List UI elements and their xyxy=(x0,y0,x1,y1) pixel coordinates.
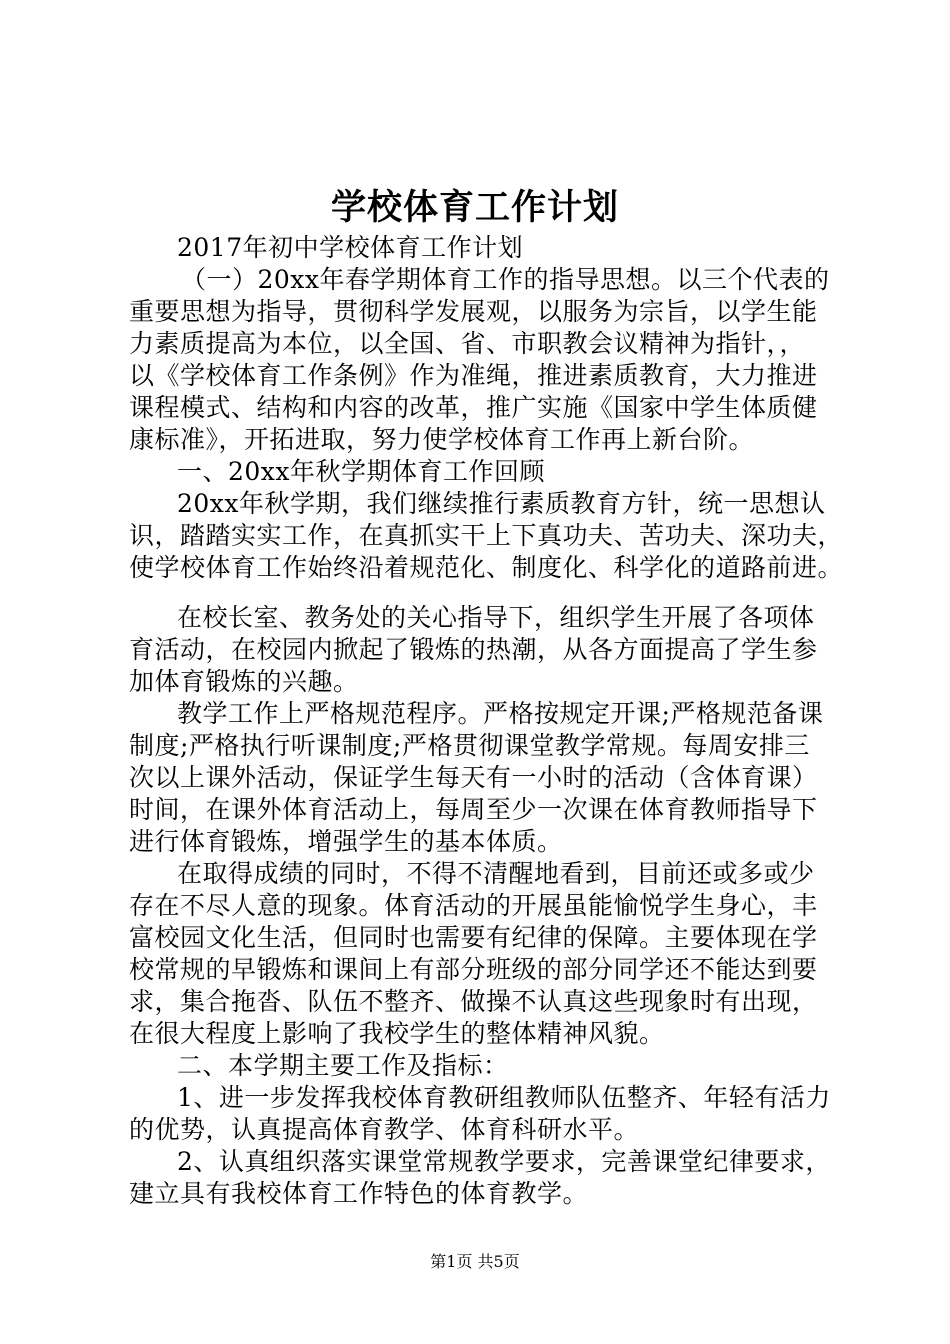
paragraph-line: 教学工作上严格规范程序。严格按规定开课;严格规范备课 xyxy=(177,699,824,728)
paragraph-line: 求，集合拖沓、队伍不整齐、做操不认真这些现象时有出现， xyxy=(129,987,818,1016)
paragraph-line: 康标准》，开拓进取，努力使学校体育工作再上新台阶。 xyxy=(129,425,755,454)
paragraph-line: 进行体育锻炼，增强学生的基本体质。 xyxy=(129,827,563,856)
paragraph-line: 育活动，在校园内掀起了锻炼的热潮，从各方面提高了学生参 xyxy=(129,635,818,664)
paragraph-line: 20xx年秋学期，我们继续推行素质教育方针，统一思想认 xyxy=(177,489,826,518)
paragraph-line: 课程模式、结构和内容的改革，推广实施《国家中学生体质健 xyxy=(129,393,818,422)
page-footer: 第1页 共5页 xyxy=(430,1252,520,1271)
list-item-line: 建立具有我校体育工作特色的体育教学。 xyxy=(129,1179,589,1208)
paragraph-line: 在很大程度上影响了我校学生的整体精神风貌。 xyxy=(129,1019,665,1048)
document-body xyxy=(129,232,844,1210)
paragraph-line: 识，踏踏实实工作，在真抓实干上下真功夫、苦功夫、深功夫， xyxy=(129,521,844,550)
paragraph-line: 校常规的早锻炼和课间上有部分班级的部分同学还不能达到要 xyxy=(129,955,818,984)
list-item-line: 1、进一步发挥我校体育教研组教师队伍整齐、年轻有活力 xyxy=(177,1083,831,1112)
document-title: 学校体育工作计划 xyxy=(330,187,619,228)
paragraph-line: 以《学校体育工作条例》作为准绳，推进素质教育，大力推进 xyxy=(129,361,818,390)
paragraph-line: 在校长室、教务处的关心指导下，组织学生开展了各项体 xyxy=(177,603,815,632)
section-heading: 二、本学期主要工作及指标： xyxy=(177,1051,509,1080)
list-item-line: 的优势，认真提高体育教学、体育科研水平。 xyxy=(129,1115,640,1144)
paragraph-line: （一）20xx年春学期体育工作的指导思想。以三个代表的 xyxy=(181,265,830,294)
paragraph-line: 制度;严格执行听课制度;严格贯彻课堂教学常规。每周安排三 xyxy=(129,731,810,760)
paragraph-line: 富校园文化生活，但同时也需要有纪律的保障。主要体现在学 xyxy=(129,923,818,952)
paragraph-line: 存在不尽人意的现象。体育活动的开展虽能愉悦学生身心，丰 xyxy=(129,891,818,920)
paragraph-line: 加体育锻炼的兴趣。 xyxy=(129,667,359,696)
paragraph-line: 在取得成绩的同时，不得不清醒地看到，目前还或多或少 xyxy=(177,859,815,888)
paragraph-gap xyxy=(129,584,829,602)
paragraph-line: 使学校体育工作始终沿着规范化、制度化、科学化的道路前进。 xyxy=(129,553,844,582)
subtitle-line: 2017年初中学校体育工作计划 xyxy=(177,233,524,262)
list-item-line: 2、认真组织落实课堂常规教学要求，完善课堂纪律要求， xyxy=(177,1147,831,1176)
paragraph-line: 重要思想为指导，贯彻科学发展观，以服务为宗旨，以学生能 xyxy=(129,297,818,326)
paragraph-line: 时间，在课外体育活动上，每周至少一次课在体育教师指导下 xyxy=(129,795,818,824)
paragraph-line: 次以上课外活动，保证学生每天有一小时的活动（含体育课） xyxy=(129,763,818,792)
section-heading: 一、20xx年秋学期体育工作回顾 xyxy=(177,457,546,486)
paragraph-line: 力素质提高为本位，以全国、省、市职教会议精神为指针，， xyxy=(129,329,806,358)
